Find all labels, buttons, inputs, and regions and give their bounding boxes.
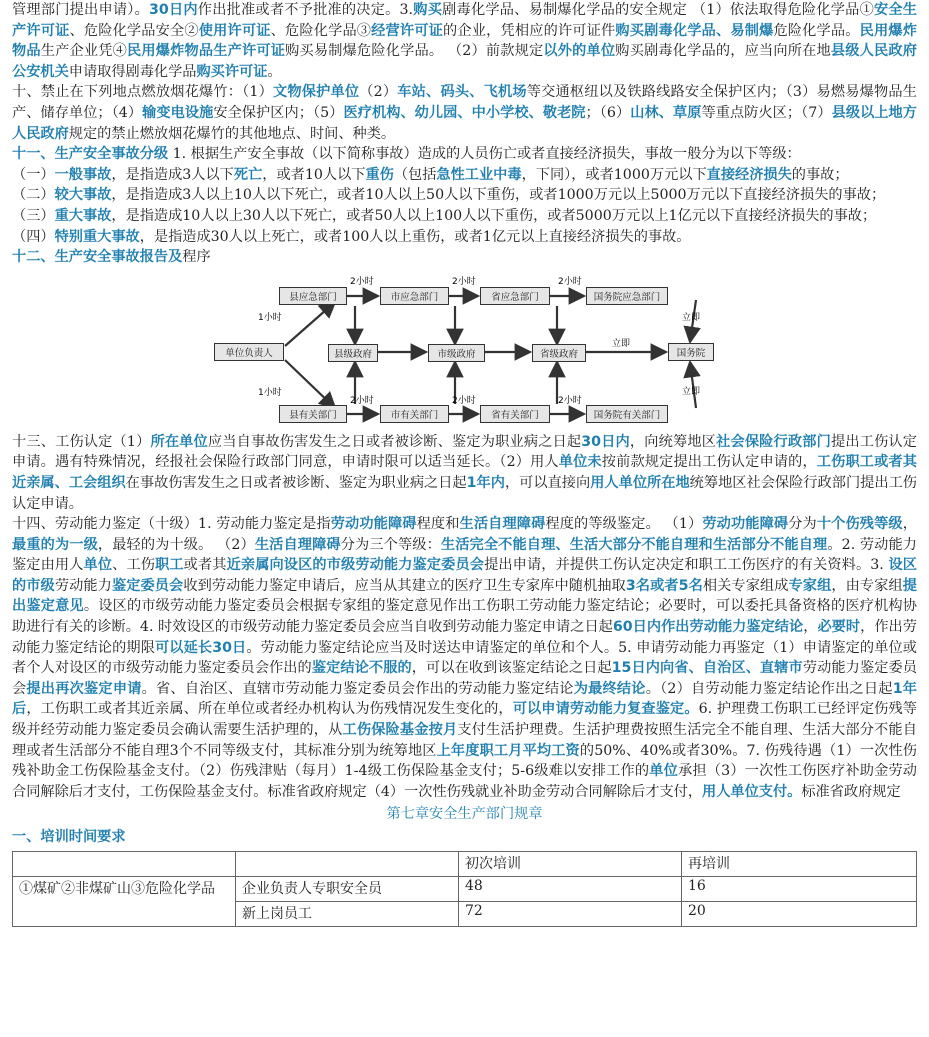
para-fireworks xyxy=(12,82,917,144)
body-text: 劳动能力鉴定委员会 xyxy=(12,660,917,697)
body-text: 生产企业凭④ xyxy=(40,43,127,60)
highlight-text: 可以延长30日 xyxy=(155,639,247,656)
box-county-dept: 县有关部门 xyxy=(279,405,347,423)
highlight-text: 一般事故 xyxy=(54,166,112,183)
highlight-text: 特别重大事故 xyxy=(54,228,140,245)
para-grade-3 xyxy=(12,206,917,227)
body-text: 按前款规定提出工伤认定申请的， xyxy=(601,454,817,471)
body-text: 或者其 xyxy=(183,557,227,574)
label-2h-top-3: 2小时 xyxy=(558,276,582,287)
highlight-text: 设区的市级 xyxy=(12,557,917,594)
highlight-text: 输变电设施 xyxy=(142,104,214,121)
table-cell: 48 xyxy=(459,876,682,901)
highlight-text: 提出再次鉴定申请 xyxy=(26,680,142,697)
body-text: 程序 xyxy=(182,249,211,266)
body-text: 。劳动能力鉴定结论应当及时送达申请鉴定的单位和个人。5. 申请劳动能力再鉴定（1）申请鉴定的单位或者个人对设区的市级劳动能力鉴定委员会作出的 xyxy=(12,639,917,677)
highlight-text: 工伤职工或者其近亲属、工会组织 xyxy=(12,454,917,491)
highlight-text: 30日内 xyxy=(149,2,198,18)
body-text: 分为三个等级： xyxy=(340,536,441,553)
accident-report-flowchart xyxy=(0,272,929,432)
body-text: 作出批准或者不予批准的决定。3. xyxy=(197,2,414,18)
box-state-emergency: 国务院应急部门 xyxy=(586,287,668,305)
box-city-gov: 市级政府 xyxy=(428,344,485,362)
body-text: 十四、劳动能力鉴定（十级）1. 劳动能力鉴定是指 xyxy=(12,516,331,533)
label-2h-top-2: 2小时 xyxy=(452,276,476,287)
body-text: ，是指造成10人以上30人以下死亡，或者50人以上100人以下重伤，或者5000万元以上1亿元以下直接经济损失的事故； xyxy=(111,207,877,224)
highlight-text: 60日内作出劳动能力鉴定结论 xyxy=(612,619,804,636)
body-text: 1. 根据生产安全事故（以下简称事故）造成的人员伤亡或者直接经济损失，事故一般分为以下等级： xyxy=(168,146,801,163)
body-text: （包括 xyxy=(393,166,437,183)
body-text: ，可以在收到该鉴定结论之日起 xyxy=(411,660,612,677)
highlight-text: 鉴定委员会 xyxy=(111,577,184,594)
highlight-text: 劳动功能障碍 xyxy=(702,516,789,533)
table-cell: 16 xyxy=(682,876,917,901)
box-state-dept: 国务院有关部门 xyxy=(586,405,668,423)
highlight-text: 急性工业中毒 xyxy=(436,166,522,183)
highlight-text: 社会保险行政部门 xyxy=(716,433,831,450)
body-text: ，下同），或者1000万元以下 xyxy=(521,166,707,183)
highlight-text: 死亡 xyxy=(233,166,263,183)
body-text: ，作出劳动能力鉴定结论的期限 xyxy=(12,619,917,656)
body-text: 购买剧毒化学品的，应当向所在地 xyxy=(615,43,831,60)
highlight-text: 所在单位 xyxy=(150,433,208,450)
box-state-council: 国务院 xyxy=(668,343,714,361)
highlight-text: 用人单位所在地 xyxy=(590,474,690,491)
body-text: ，可以直接向 xyxy=(504,474,591,491)
highlight-text: 生活自理障碍 xyxy=(459,516,546,533)
training-table xyxy=(12,851,917,927)
highlight-text: 单位 xyxy=(83,557,113,574)
table-cell: 新上岗员工 xyxy=(236,901,459,926)
body-text: 在事故伤害发生之日或者被诊断、鉴定为职业病之日起 xyxy=(125,474,467,491)
highlight-text: 县级人民政府公安机关 xyxy=(12,43,917,80)
table-header-cell: 再培训 xyxy=(682,851,917,876)
highlight-text: 经营许可证 xyxy=(371,22,444,39)
label-1h-bottom: 1小时 xyxy=(258,387,282,398)
body-text: 规定的禁止燃放烟花爆竹的其他地点、时间、种类。 xyxy=(68,125,396,142)
table-cell: 企业负责人专职安全员 xyxy=(236,876,459,901)
table-header-cell xyxy=(236,851,459,876)
body-text: ，向统筹地区 xyxy=(629,433,717,450)
highlight-text: 1年后 xyxy=(12,680,917,718)
chapter-title: 第七章安全生产部门规章 xyxy=(386,806,543,823)
box-unit-leader: 单位负责人 xyxy=(214,343,284,361)
body-text: （一） xyxy=(12,166,55,183)
highlight-text: 重大事故 xyxy=(54,207,112,224)
para-accident-grading xyxy=(12,144,917,165)
body-text: 。 xyxy=(267,63,282,80)
label-immediate-bottom: 立即 xyxy=(682,386,701,397)
body-text: ，由专家组 xyxy=(831,577,903,594)
highlight-text: 较大事故 xyxy=(54,187,112,204)
label-2h-bot-2: 2小时 xyxy=(452,395,476,406)
body-text: 分为 xyxy=(788,516,817,533)
highlight-text: 15日内向省、自治区、直辖市 xyxy=(611,660,803,677)
table-header-cell: 初次培训 xyxy=(459,851,682,876)
highlight-text: 单位未 xyxy=(558,454,602,471)
highlight-text: 购买许可证 xyxy=(196,63,268,80)
highlight-text: 近亲属向设区的市级劳动能力鉴定委员会 xyxy=(226,557,485,574)
body-text: 的企业，凭相应的许可证件 xyxy=(443,22,616,39)
highlight-text: 为最终结论 xyxy=(573,680,646,697)
body-text: ，是指造成30人以上死亡，或者100人以上重伤，或者1亿元以上直接经济损失的事故。 xyxy=(139,228,691,245)
body-text: 收到劳动能力鉴定申请后，应当从其建立的医疗卫生专家库中随机抽取 xyxy=(183,577,626,594)
para-grade-2 xyxy=(12,185,917,206)
box-city-dept: 市有关部门 xyxy=(380,405,449,423)
label-2h-top-1: 2小时 xyxy=(350,276,374,287)
highlight-text: 专家组 xyxy=(788,577,832,594)
highlight-text: 30日内 xyxy=(581,433,630,450)
highlight-text: 提出鉴定意见 xyxy=(12,577,917,615)
box-county-emergency: 县应急部门 xyxy=(279,287,347,305)
body-text: ，或者10人以下 xyxy=(262,166,366,183)
body-text: 危险化学品。 xyxy=(773,22,860,39)
body-text: 6. 护理费工伤职工已经评定伤残等级并经劳动能力鉴定委员会确认需要生活护理的，从 xyxy=(12,701,917,739)
highlight-text: 安全生产许可证 xyxy=(12,2,917,39)
body-text: 应当自事故伤害发生之日或者被诊断、鉴定为职业病之日起 xyxy=(207,433,582,450)
box-county-gov: 县级政府 xyxy=(328,344,378,362)
body-text: ， xyxy=(803,619,818,636)
highlight-text: 以外的单位 xyxy=(543,43,616,60)
table-cell: ①煤矿②非煤矿山③危险化学品 xyxy=(13,876,236,926)
box-province-dept: 省有关部门 xyxy=(480,405,550,423)
para-report-heading xyxy=(12,247,917,268)
body-text: （三） xyxy=(12,207,55,224)
highlight-text: 生活自理障碍 xyxy=(254,536,341,553)
body-text: 标准省政府规定 xyxy=(801,783,901,800)
highlight-text: 车站、码头、飞机场 xyxy=(397,84,527,101)
highlight-text: 山林、草原 xyxy=(630,104,702,121)
highlight-text: 上年度职工月平均工资 xyxy=(436,742,580,759)
body-text: 管理部门提出申请）。 xyxy=(12,2,149,18)
table-header-row xyxy=(13,851,917,876)
label-2h-bot-1: 2小时 xyxy=(350,395,374,406)
highlight-text: 医疗机构、幼儿园、中小学校、敬老院 xyxy=(343,104,586,121)
highlight-text: 十个伤残等级 xyxy=(816,516,903,533)
highlight-text: 可以申请劳动能力复查鉴定。 xyxy=(512,701,699,718)
body-text: ，是指造成3人以上10人以下死亡，或者10人以上50人以下重伤，或者1000万元以上5000万元以下直接经济损失的事故； xyxy=(111,187,886,204)
highlight-text: 购买 xyxy=(413,2,443,18)
highlight-text: 十一、生产安全事故分级 xyxy=(12,146,169,163)
highlight-text: 民用爆炸物品 xyxy=(12,22,917,60)
section-training-time: 一、培训时间要求 xyxy=(12,829,126,845)
body-text: 程度和 xyxy=(416,516,460,533)
body-text: 、危险化学品安全② xyxy=(69,22,199,39)
para-grade-4 xyxy=(12,227,917,248)
body-text: （四） xyxy=(12,228,55,245)
label-1h-top: 1小时 xyxy=(258,312,282,323)
body-text: 申请取得剧毒化学品 xyxy=(68,63,197,80)
table-row xyxy=(13,876,917,901)
body-text: 十三、工伤认定（1） xyxy=(12,433,151,450)
body-text: 购买易制爆危险化学品。 （2）前款规定 xyxy=(285,43,544,60)
body-text: 相关专家组成 xyxy=(702,577,789,594)
box-city-emergency: 市应急部门 xyxy=(380,287,449,305)
body-text: ，是指造成3人以下 xyxy=(111,166,234,183)
body-text: （2） xyxy=(359,84,398,101)
highlight-text: 职工 xyxy=(155,557,184,574)
body-text: 统筹地区社会保险行政部门提出工伤认定申请。 xyxy=(12,474,917,512)
table-cell: 20 xyxy=(682,901,917,926)
body-text: 。设区的市级劳动能力鉴定委员会根据专家组的鉴定意见作出工伤职工劳动能力鉴定结论；必要时，可以委托具备资格的医疗机构协助进行有关的诊断。4. 时效设区的市级劳动能力鉴定委员会应当自收到劳动能力鉴定申请之日起 xyxy=(12,598,917,636)
body-text: 。省、自治区、直辖市劳动能力鉴定委员会作出的劳动能力鉴定结论 xyxy=(141,680,574,697)
highlight-text: 3名或者5名 xyxy=(625,577,703,594)
table-cell: 72 xyxy=(459,901,682,926)
highlight-text: 工伤保险基金按月 xyxy=(342,722,458,739)
body-text: 。（2）自劳动能力鉴定结论作出之日起 xyxy=(645,680,893,697)
label-2h-bot-3: 2小时 xyxy=(558,395,582,406)
body-text: 、工伤 xyxy=(112,557,156,574)
body-text: 十、禁止在下列地点燃放烟花爆竹：（1） xyxy=(12,84,273,101)
highlight-text: 生活完全不能自理、生活大部分不能自理和生活部分不能自理 xyxy=(440,536,828,553)
body-text: ，最轻的为十级。 （2） xyxy=(97,536,255,553)
highlight-text: 1年内 xyxy=(466,474,505,491)
label-immediate-mid: 立即 xyxy=(612,338,631,349)
highlight-text: 文物保护单位 xyxy=(273,84,360,101)
para-labor-ability xyxy=(12,514,917,802)
body-text: 、危险化学品③ xyxy=(270,22,372,39)
body-text: 的50%、40%或者30%。7. 伤残待遇（1）一次性伤残补助金工伤保险基金支付。（2）伤残津贴（每月）1-4级工伤保险基金支付；5-6级难以安排工作的 xyxy=(12,742,917,780)
highlight-text: 重伤 xyxy=(365,166,394,183)
body-text: 劳动能力 xyxy=(54,577,112,594)
body-text: ， xyxy=(902,516,917,533)
body-text: 等重点防火区；（7） xyxy=(701,104,832,121)
body-text: ；（6） xyxy=(585,104,631,121)
para-hazardous-chemicals xyxy=(12,0,917,82)
highlight-text: 劳动功能障碍 xyxy=(330,516,417,533)
body-text: 承担（3）一次性工伤医疗补助金劳动合同解除后才支付，工伤保险基金支付。标准省政府规定（4）一次性伤残就业补助金劳动合同解除后才支付， xyxy=(12,763,917,800)
body-text: 等交通枢纽以及铁路线路安全保护区内；（3）易燃易爆物品生产、储存单位；（4） xyxy=(12,84,917,121)
body-text: 安全保护区内；（5） xyxy=(213,104,344,121)
highlight-text: 县级以上地方人民政府 xyxy=(12,104,917,142)
highlight-text: 购买剧毒化学品、易制爆 xyxy=(615,22,774,39)
body-text: 提出工伤认定申请。遇有特殊情况，经报社会保险行政部门同意，申请时限可以适当延长。（2）用人 xyxy=(12,433,917,471)
highlight-text: 使用许可证 xyxy=(198,22,271,39)
table-header-cell xyxy=(13,851,236,876)
body-text: （二） xyxy=(12,187,55,204)
body-text: 提出申请，并提供工伤认定决定和职工工伤医疗的有关资料。3. xyxy=(484,557,889,574)
highlight-text: 用人单位支付。 xyxy=(702,783,802,800)
para-grade-1 xyxy=(12,165,917,186)
highlight-text: 单位 xyxy=(649,763,679,780)
body-text: ，工伤职工或者其近亲属、所在单位或者经办机构认为伤残情况发生变化的， xyxy=(26,701,513,718)
body-text: 程度的等级鉴定。 （1） xyxy=(545,516,703,533)
box-province-gov: 省级政府 xyxy=(532,344,586,362)
label-immediate-top: 立即 xyxy=(682,312,701,323)
highlight-text: 必要时 xyxy=(817,619,861,636)
box-province-emergency: 省应急部门 xyxy=(480,287,550,305)
highlight-text: 民用爆炸物品生产许可证 xyxy=(127,43,286,60)
body-text: 支付生活护理费。生活护理费按照生活完全不能自理、生活大部分不能自理或者生活部分不能自理3个不同等级支付，其标准分别为统筹地区 xyxy=(12,722,917,759)
body-text: 。2. 劳动能力鉴定由用人 xyxy=(12,536,917,574)
body-text: 的事故； xyxy=(791,166,849,183)
highlight-text: 最重的为一级 xyxy=(12,536,98,553)
highlight-text: 十二、生产安全事故报告及 xyxy=(12,249,183,266)
highlight-text: 鉴定结论不服的 xyxy=(311,660,412,677)
para-work-injury xyxy=(12,432,917,514)
highlight-text: 直接经济损失 xyxy=(706,166,792,183)
body-text: 剧毒化学品、易制爆化学品的安全规定 （1）依法取得危险化学品① xyxy=(442,2,874,18)
